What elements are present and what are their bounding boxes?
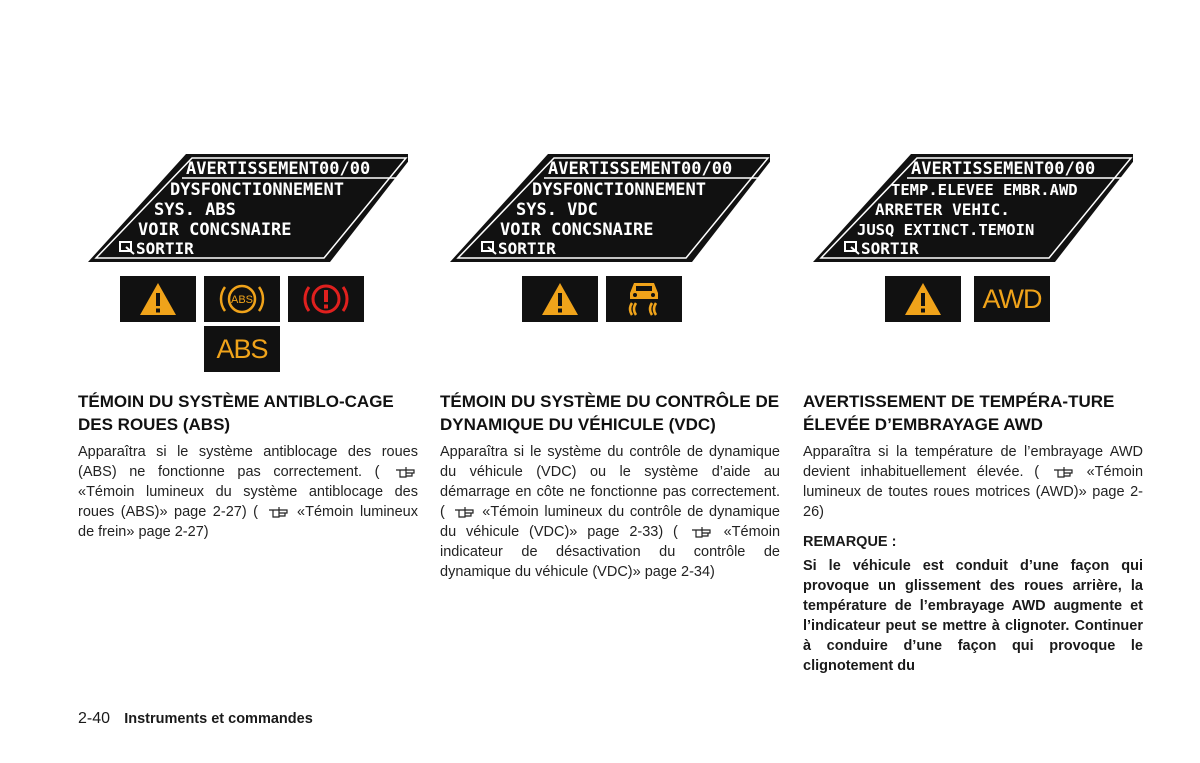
info-display-vdc: [450, 150, 790, 270]
pointing-hand-icon: [394, 464, 416, 479]
abs-text-lamp: [204, 326, 280, 372]
display-line-1: DYSFONCTIONNEMENT: [170, 180, 344, 200]
warning-lamps-awd: [803, 270, 1143, 390]
awd-text-lamp: [974, 276, 1050, 322]
warning-lamps-vdc: [440, 270, 780, 390]
pointing-hand-icon: [1052, 464, 1074, 479]
warning-triangle-lamp: [522, 276, 598, 322]
display-footer: SORTIR: [498, 239, 556, 258]
pointing-hand-icon: [690, 524, 712, 539]
section-heading-awd: AVERTISSEMENT DE TEMPÉRA-TURE ÉLEVÉE D’EMBRAYAGE AWD: [803, 392, 1115, 434]
abs-ring-lamp: [204, 276, 280, 322]
skid-car-icon: [622, 279, 666, 319]
info-display-abs: [88, 150, 428, 270]
pointing-hand-icon: [453, 504, 475, 519]
abs-lamp-label: ABS: [216, 333, 268, 364]
warning-triangle-icon: [138, 281, 178, 317]
display-line-3: JUSQ EXTINCT.TEMOIN: [857, 221, 1035, 239]
page-number: 2-40: [78, 710, 111, 727]
display-line-2: SYS. VDC: [516, 200, 598, 220]
display-footer: SORTIR: [136, 239, 194, 258]
display-line-2: ARRETER VEHIC.: [875, 200, 1010, 219]
display-line-2: SYS. ABS: [154, 200, 236, 220]
display-line-3: VOIR CONCSNAIRE: [138, 220, 292, 240]
chapter-title: Instruments et commandes: [124, 711, 313, 727]
section-body-awd: Apparaîtra si la température de l’embrayage AWD devient inhabituellement élevée. ( «Témoin lumineux de toutes roues motrices (AWD)» page 2-26): [803, 444, 1144, 520]
abs-ring-icon: [212, 279, 272, 319]
svg-text:ABS: ABS: [230, 294, 254, 306]
warning-triangle-icon: [903, 281, 943, 317]
display-header: AVERTISSEMENT00/00: [548, 159, 733, 179]
warning-triangle-lamp: [120, 276, 196, 322]
display-line-1: TEMP.ELEVEE EMBR.AWD: [891, 181, 1078, 199]
info-display-awd: [813, 150, 1153, 270]
section-body-vdc: Apparaîtra si le système du contrôle de dynamique du véhicule (VDC) ou le système d’aide au démarrage en côte ne fonctionne pas correctement. ( «Témoin lumineux du contrôle de dynamique du véhicule (VDC)» page 2-33) ( «Témoin indicateur de désactivation du contrôle de dynamique du véhicule (VDC)» page 2-34): [440, 444, 781, 580]
display-header: AVERTISSEMENT00/00: [186, 159, 371, 179]
display-line-3: VOIR CONCSNAIRE: [500, 220, 654, 240]
page-footer: [78, 710, 313, 728]
pointing-hand-icon: [267, 504, 289, 519]
column-vdc: [440, 150, 780, 582]
warning-lamps-abs: [78, 270, 418, 390]
display-footer: SORTIR: [861, 239, 919, 258]
brake-warning-icon: [296, 279, 356, 319]
column-abs: [78, 150, 418, 542]
skid-car-lamp: [606, 276, 682, 322]
warning-triangle-lamp: [885, 276, 961, 322]
section-heading-abs: TÉMOIN DU SYSTÈME ANTIBLO-CAGE DES ROUES (ABS): [78, 392, 394, 434]
note-text: Si le véhicule est conduit d’une façon qui provoque un glissement des roues arrière, la température de l’embrayage AWD augmente et l’indicateur peut se mettre à clignoter. Continuer à conduire d’une façon qui provoque le clignotement du: [803, 558, 1143, 674]
display-line-1: DYSFONCTIONNEMENT: [532, 180, 706, 200]
section-body-abs: Apparaîtra si le système antiblocage des roues (ABS) ne fonctionne pas correctement. ( «Témoin lumineux du système antiblocage des roues (ABS)» page 2-27) ( «Témoin lumineux de frein» page 2-27): [78, 444, 418, 540]
display-header: AVERTISSEMENT00/00: [911, 159, 1096, 179]
column-awd: [803, 150, 1143, 676]
note-title: REMARQUE :: [803, 534, 897, 550]
warning-triangle-icon: [540, 281, 580, 317]
brake-warning-lamp: [288, 276, 364, 322]
awd-lamp-label: AWD: [982, 283, 1042, 314]
section-heading-vdc: TÉMOIN DU SYSTÈME DU CONTRÔLE DE DYNAMIQUE DU VÉHICULE (VDC): [440, 392, 780, 434]
